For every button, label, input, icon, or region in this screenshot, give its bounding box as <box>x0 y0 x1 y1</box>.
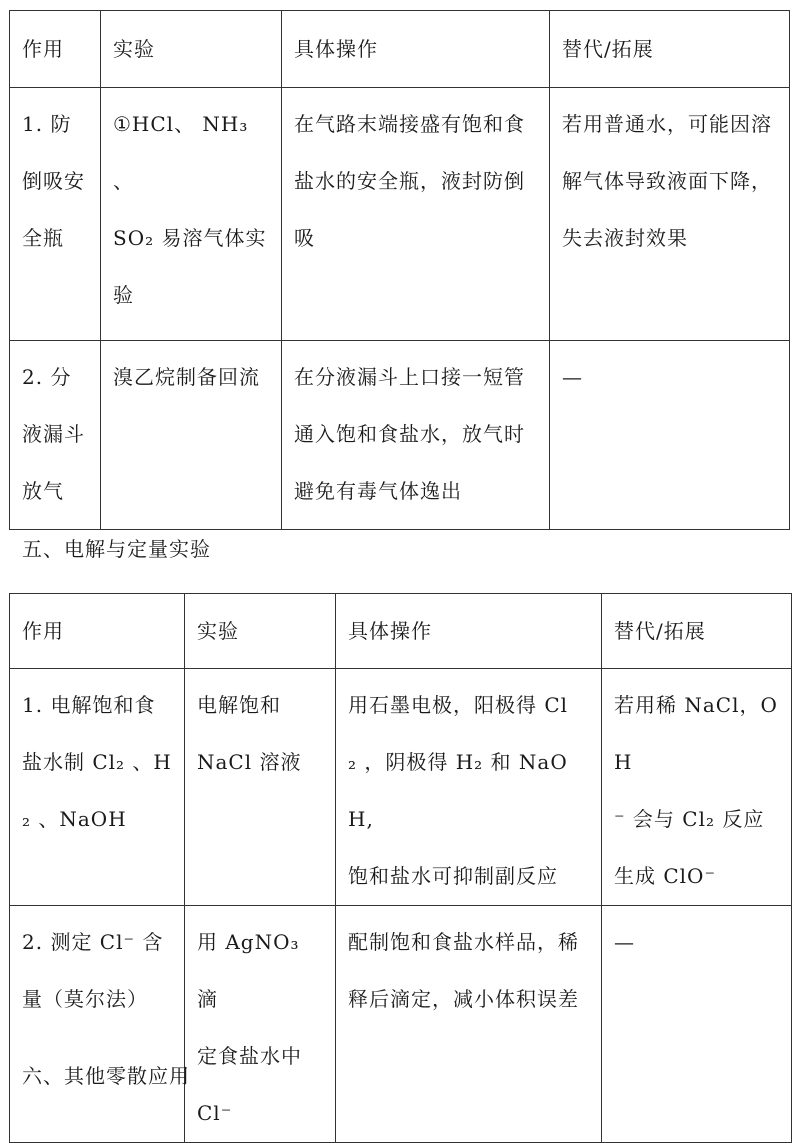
table-cell: — <box>602 906 792 1143</box>
table-row <box>10 669 792 906</box>
table-cell: 若用稀 NaCl，OH ⁻ 会与 Cl₂ 反应 生成 ClO⁻ <box>602 669 792 906</box>
section-heading-5: 五、电解与定量实验 <box>22 537 211 561</box>
header-cell-experiment: 实验 <box>185 594 336 669</box>
table-cell: 1. 防 倒吸安 全瓶 <box>10 88 101 341</box>
header-cell-operation: 具体操作 <box>336 594 602 669</box>
table-row <box>10 906 792 1143</box>
table-row <box>10 88 790 341</box>
table-cell: 用 AgNO₃ 滴 定食盐水中 Cl⁻ <box>185 906 336 1143</box>
table-cell: 电解饱和 NaCl 溶液 <box>185 669 336 906</box>
table-cell: 在气路末端接盛有饱和食 盐水的安全瓶，液封防倒 吸 <box>282 88 550 341</box>
header-cell-alternative: 替代/拓展 <box>550 11 790 88</box>
table-cell: 1. 电解饱和食 盐水制 Cl₂ 、H ₂ 、NaOH <box>10 669 185 906</box>
table-cell: 用石墨电极，阳极得 Cl ₂ ，阴极得 H₂ 和 NaOH, 饱和盐水可抑制副反应 <box>336 669 602 906</box>
header-cell-experiment: 实验 <box>101 11 282 88</box>
table-header-row <box>10 594 792 669</box>
header-cell-alternative: 替代/拓展 <box>602 594 792 669</box>
table-cell: 2. 测定 Cl⁻ 含 量（莫尔法） <box>10 906 185 1143</box>
table-cell: — <box>550 341 790 530</box>
header-cell-role: 作用 <box>10 594 185 669</box>
table-cell: 配制饱和食盐水样品，稀 释后滴定，减小体积误差 <box>336 906 602 1143</box>
table-header-row <box>10 11 790 88</box>
table-cell: 2. 分 液漏斗 放气 <box>10 341 101 530</box>
table-cell: 在分液漏斗上口接一短管 通入饱和食盐水，放气时 避免有毒气体逸出 <box>282 341 550 530</box>
header-cell-role: 作用 <box>10 11 101 88</box>
table-cell: 溴乙烷制备回流 <box>101 341 282 530</box>
section-heading-6: 六、其他零散应用 <box>22 1064 190 1088</box>
table-row <box>10 341 790 530</box>
experiment-table-1 <box>9 10 790 530</box>
table-cell: 若用普通水，可能因溶 解气体导致液面下降， 失去液封效果 <box>550 88 790 341</box>
header-cell-operation: 具体操作 <box>282 11 550 88</box>
table-cell: ①HCl、 NH₃ 、 SO₂ 易溶气体实 验 <box>101 88 282 341</box>
